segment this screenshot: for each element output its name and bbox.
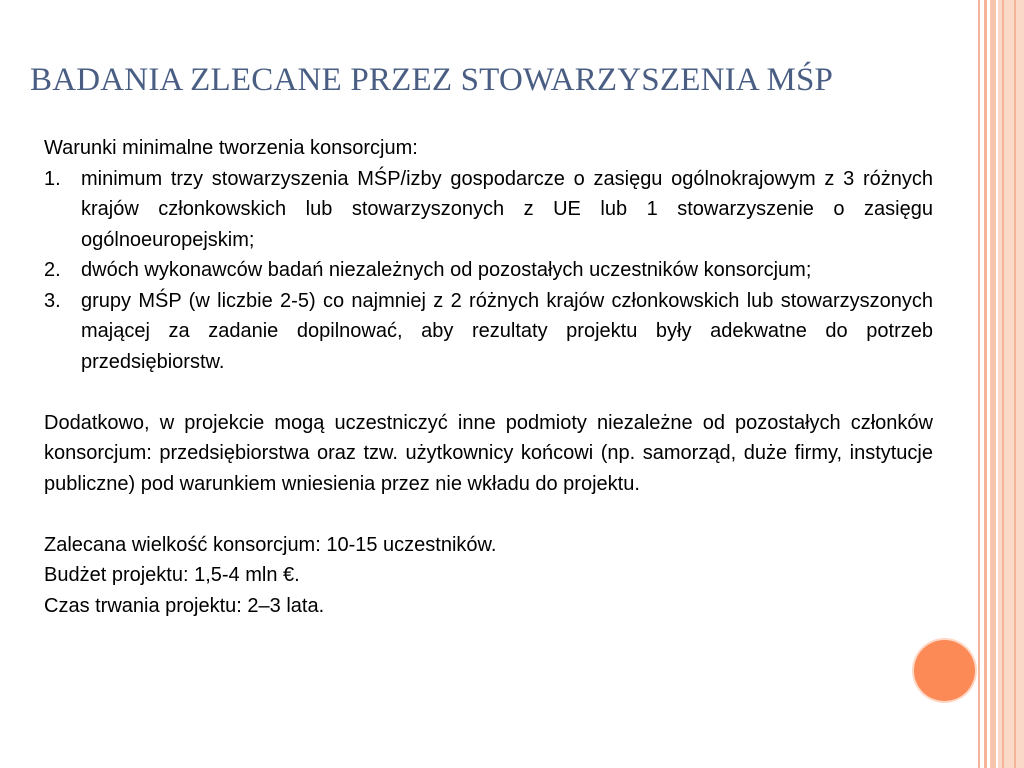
decorative-circle <box>914 640 975 701</box>
list-text: dwóch wykonawców badań niezależnych od pozostałych uczestników konsorcjum; <box>81 259 812 281</box>
decorative-stripes <box>978 0 1024 768</box>
list-item <box>44 255 933 286</box>
slide-title: BADANIA ZLECANE PRZEZ STOWARZYSZENIA MŚP <box>30 62 834 98</box>
fact-budget: Budżet projektu: 1,5-4 mln €. <box>44 564 300 586</box>
spacer <box>44 499 933 530</box>
fact-consortium-size: Zalecana wielkość konsorcjum: 10-15 uczestników. <box>44 533 497 556</box>
additional-paragraph: Dodatkowo, w projekcie mogą uczestniczyć inne podmioty niezależne od pozostałych członków konsorcjum: przedsiębiorstwa oraz tzw. użytkownicy końcowi (np. samorząd, duże firmy, instytucje publiczne) pod warunkiem wniesienia przez nie wkładu do projektu. <box>44 411 933 495</box>
intro-text: Warunki minimalne tworzenia konsorcjum: <box>44 137 418 159</box>
fact-duration: Czas trwania projektu: 2–3 lata. <box>44 594 325 617</box>
list-text: minimum trzy stowarzyszenia MŚP/izby gospodarcze o zasięgu ogólnokrajowym z 3 różnych krajów członkowskich lub stowarzyszonych z UE lub 1 stowarzyszenie o zasięgu ogólnoeuropejskim; <box>81 167 933 251</box>
stripe <box>978 0 980 768</box>
stripe <box>984 0 987 768</box>
stripe <box>1014 0 1016 768</box>
stripe <box>990 0 996 768</box>
list-number: 1. <box>44 167 61 190</box>
list-item <box>44 286 933 378</box>
stripe <box>1002 0 1004 768</box>
list-number: 2. <box>44 259 61 281</box>
list-number: 3. <box>44 289 61 312</box>
conditions-list <box>44 164 933 378</box>
slide-body <box>44 133 933 621</box>
list-text: grupy MŚP (w liczbie 2-5) co najmniej z 2 różnych krajów członkowskich lub stowarzyszonych mającej za zadanie dopilnować, aby rezultaty projektu były adekwatne do potrzeb przedsiębiorstw. <box>81 289 933 373</box>
list-item <box>44 164 933 256</box>
spacer <box>44 377 933 408</box>
